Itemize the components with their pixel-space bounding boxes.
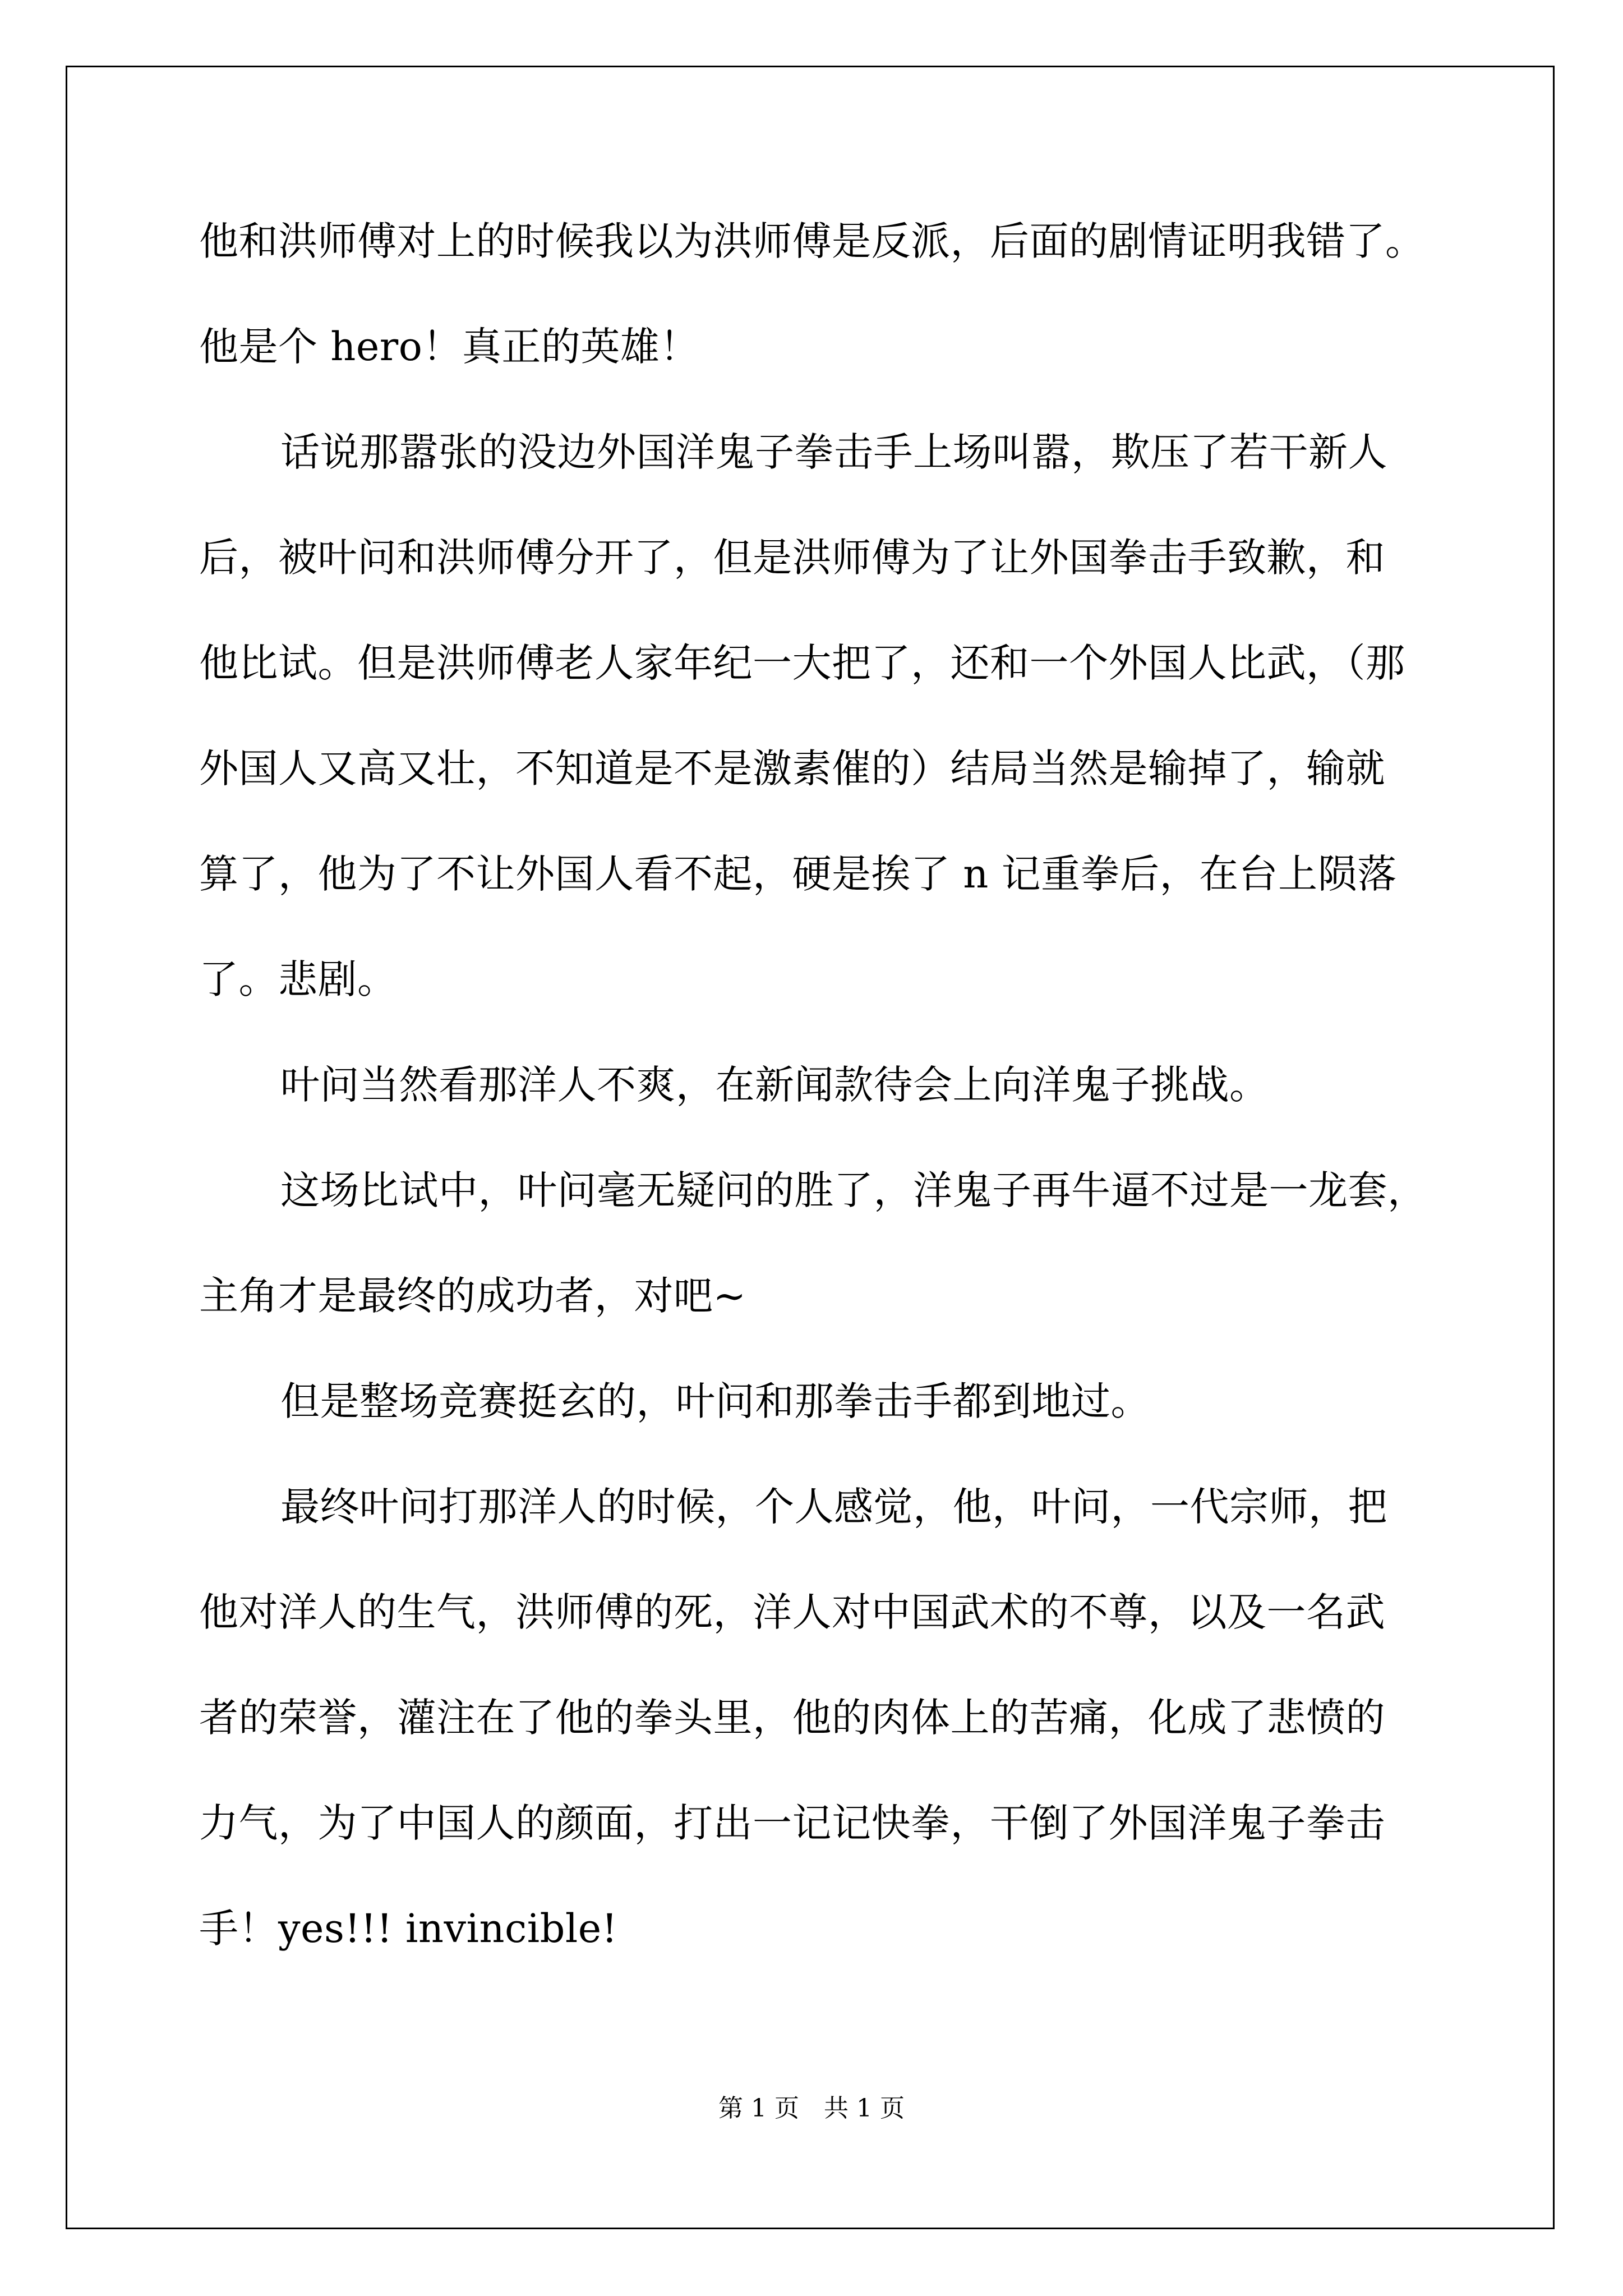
page-number-footer: 第 1 页 共 1 页 xyxy=(718,2094,905,2123)
text-line-13: 最终叶问打那洋人的时候，个人感觉，他，叶问，一代宗师，把 xyxy=(280,1484,1387,1530)
text-line-3: 话说那嚣张的没边外国洋鬼子拳击手上场叫嚣，欺压了若干新人 xyxy=(280,429,1387,475)
text-line-5: 他比试。但是洪师傅老人家年纪一大把了，还和一个外国人比武，（那 xyxy=(199,640,1405,686)
text-line-6: 外国人又高又壮，不知道是不是激素催的）结局当然是输掉了，输就 xyxy=(199,746,1385,792)
text-line-15: 者的荣誉，灌注在了他的拳头里，他的肉体上的苦痛，化成了悲愤的 xyxy=(199,1695,1385,1741)
text-line-4: 后，被叶问和洪师傅分开了，但是洪师傅为了让外国拳击手致歉，和 xyxy=(199,535,1385,581)
text-line-14: 他对洋人的生气，洪师傅的死，洋人对中国武术的不尊，以及一名武 xyxy=(199,1589,1385,1635)
text-line-9: 叶问当然看那洋人不爽，在新闻款待会上向洋鬼子挑战。 xyxy=(280,1062,1269,1108)
text-line-12: 但是整场竞赛挺玄的，叶问和那拳击手都到地过。 xyxy=(280,1378,1150,1424)
document-body xyxy=(199,188,1483,1981)
text-line-2: 他是个 hero！真正的英雄！ xyxy=(199,324,699,370)
text-line-8: 了。悲剧。 xyxy=(199,956,397,1002)
text-line-11: 主角才是最终的成功者，对吧~ xyxy=(199,1273,746,1319)
text-line-10: 这场比试中，叶问毫无疑问的胜了，洋鬼子再牛逼不过是一龙套， xyxy=(280,1167,1427,1213)
text-line-1: 他和洪师傅对上的时候我以为洪师傅是反派，后面的剧情证明我错了。 xyxy=(199,218,1425,264)
text-line-7: 算了，他为了不让外国人看不起，硬是挨了 n 记重拳后，在台上陨落 xyxy=(199,851,1397,897)
text-line-16: 力气，为了中国人的颜面，打出一记记快拳，干倒了外国洋鬼子拳击 xyxy=(199,1800,1385,1846)
text-line-17: 手！yes!!! invincible! xyxy=(199,1906,618,1952)
